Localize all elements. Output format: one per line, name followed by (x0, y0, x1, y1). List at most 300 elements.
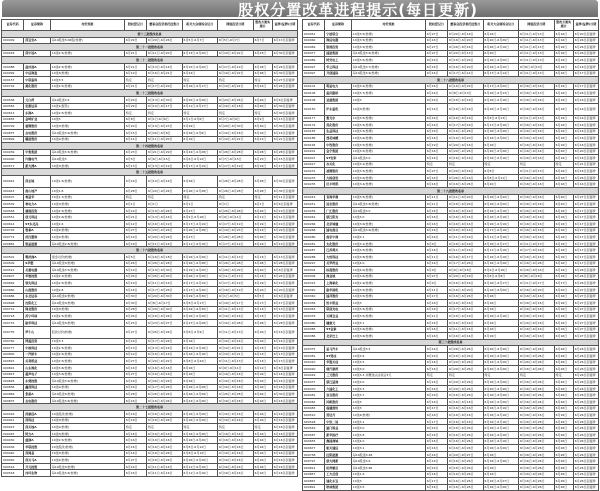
cell-name: 沈阳化工 (24, 300, 51, 307)
table-row (303, 306, 599, 313)
cell-resume-date: 6月13日起复牌 (272, 345, 297, 352)
cell-implement-date: 6月5日 (253, 293, 272, 300)
cell-online-vote-date: 6月19日-6月21日 (218, 345, 254, 352)
cell-name: 吉电股份 (24, 129, 51, 136)
cell-implement-date: 6月28日 (253, 176, 272, 188)
cell-proxy-date: 6月23日-6月27日 (147, 319, 183, 326)
cell-consideration: 10送3.5(转增) (351, 57, 425, 64)
cell-implement-date: 6月16日 (253, 129, 272, 136)
batch-section-label: 第二十二批股改名单 (2, 57, 298, 64)
cell-proxy-date: 6月16日-6月16日 (448, 300, 484, 307)
cell-resume-date: 6月26日起复牌 (573, 471, 598, 478)
cell-name: 杭州解百 (325, 465, 352, 472)
cell-name: 鑫茂科技 (24, 384, 51, 391)
table-row (2, 240, 298, 247)
cell-code: 000822 (2, 364, 24, 371)
cell-meeting-date: 6月20日-6月26日 (483, 148, 519, 155)
cell-code: 000040 (2, 450, 24, 457)
cell-proxy-date: 6月16日-6月16日 (448, 96, 484, 103)
cell-online-vote-date: 6月11日-6月13日 (519, 37, 555, 44)
cell-meeting-date: 6月16日-6月17日 (182, 83, 218, 90)
table-row (303, 96, 599, 103)
table-row (2, 470, 298, 477)
cell-proxy-date: 6月16日-6月21日 (147, 70, 183, 77)
cell-consideration: 10送3.5(转增) (351, 168, 425, 175)
cell-name: 南京中商 (325, 234, 352, 241)
cell-implement-date: 6月15日 (253, 156, 272, 163)
cell-code: 000539 (2, 201, 24, 208)
table-row (2, 384, 298, 391)
cell-code: 600256 (303, 207, 325, 214)
cell-name: 美菱电器 (24, 267, 51, 274)
table-row (2, 260, 298, 267)
cell-code: 600483 (303, 405, 325, 412)
cell-resume-date: 6月30日起复牌 (272, 234, 297, 241)
cell-resume-date: 6月26日起复牌 (573, 267, 598, 274)
cell-online-vote-date: 6月16日-6月16日 (519, 319, 555, 326)
cell-consideration: 10送股改(转增) (50, 411, 124, 418)
cell-online-vote-date: 6月26日-6月26日 (519, 346, 555, 353)
table-row (2, 300, 298, 307)
cell-code: 600251 (303, 201, 325, 208)
cell-code: 000862 (2, 240, 24, 247)
cell-code: 000733 (2, 319, 24, 326)
cell-consideration: 10送3.5(转增) (351, 122, 425, 129)
cell-resume-date: 6月26日起复牌 (573, 359, 598, 366)
cell-meeting-date: 6月16日 (483, 333, 519, 340)
cell-meeting-date: 6月26日-6月26日 (483, 346, 519, 353)
cell-proxy-date: 6月16日-6月26日 (448, 471, 484, 478)
table-row (2, 345, 298, 352)
cell-code: 600077 (303, 50, 325, 57)
table-row (2, 77, 298, 84)
cell-resume-date: 6月26日起复牌 (573, 352, 598, 359)
cell-record-date: 6月30日 (124, 300, 146, 307)
cell-resume-date: 6月26日起复牌 (573, 425, 598, 432)
cell-name: 广汇股份 (325, 207, 352, 214)
cell-code: 600481 (303, 392, 325, 399)
cell-consideration: 10送3.7 (351, 392, 425, 399)
cell-proxy-date: 6月16日-6月26日 (448, 438, 484, 445)
cell-online-vote-date: 6月16日-6月16日 (218, 371, 254, 378)
table-row (303, 148, 599, 155)
cell-code: 000836 (2, 384, 24, 391)
cell-implement-date: 6月16日 (554, 326, 573, 333)
cell-online-vote-date: 6月11日-6月13日 (519, 70, 555, 77)
table-row (303, 286, 599, 293)
cell-consideration: 10送3.0 (351, 214, 425, 221)
cell-implement-date: 6月26日 (554, 392, 573, 399)
cell-code: 000718 (2, 313, 24, 320)
cell-implement-date: 6月16日 (554, 273, 573, 280)
cell-record-date: 6月16日 (124, 444, 146, 451)
table-row (303, 141, 599, 148)
batch-section-row (2, 247, 298, 254)
cell-meeting-date: 6月9日-6月16日 (182, 214, 218, 221)
cell-online-vote-date: 6月17日-6月16日 (519, 247, 555, 254)
cell-meeting-date: 6月16日-6月13日 (483, 90, 519, 97)
cell-proxy-date: 6月16日-6月16日 (448, 221, 484, 228)
cell-record-date: 6月16日 (124, 364, 146, 371)
table-row (2, 273, 298, 280)
left-table-column (1, 19, 298, 477)
cell-record-date: 6月16日 (425, 399, 447, 406)
cell-code: 000774 (2, 234, 24, 241)
cell-code: 600470 (303, 385, 325, 392)
cell-implement-date: 6月16日 (554, 128, 573, 135)
cell-proxy-date: 6月16日-6月20日 (448, 135, 484, 142)
cell-consideration: 10送2(转增) (50, 227, 124, 234)
cell-meeting-date: 6月27日 (182, 207, 218, 214)
cell-meeting-date: 6月20日-6月26日 (483, 366, 519, 373)
cell-name: 罗牛山 (24, 326, 51, 338)
cell-implement-date: 6月28日 (253, 70, 272, 77)
cell-online-vote-date: 6月16日-6月16日 (519, 135, 555, 142)
cell-implement-date: 6月16日 (253, 437, 272, 444)
cell-meeting-date: 6月16日-6月17日 (483, 240, 519, 247)
cell-code: 000777 (2, 345, 24, 352)
cell-name: 中信海直 (24, 70, 51, 77)
cell-meeting-date: 6月16日-6月16日 (483, 96, 519, 103)
cell-consideration: 10送3.6(转增) (351, 135, 425, 142)
cell-name: 武汉塑料 (24, 234, 51, 241)
cell-name: 民丰特纸 (325, 181, 352, 188)
cell-name: 深康佳A (24, 411, 51, 418)
cell-online-vote-date: 6月16日-6月26日 (519, 458, 555, 465)
cell-name: 风帆股份 (325, 399, 352, 406)
cell-consideration: 每10股送2.8(转增) (50, 240, 124, 247)
table-row (2, 351, 298, 358)
cell-code: 000562 (2, 103, 24, 110)
cell-consideration: 10送3.5(转增) (351, 141, 425, 148)
cell-code: 000655 (2, 116, 24, 123)
cell-record-date: 6月27日 (124, 358, 146, 365)
cell-proxy-date: 6月16日-6月26日 (448, 392, 484, 399)
cell-online-vote-date: 6月19日-6月22日 (218, 83, 254, 90)
cell-resume-date: 6月26日起复牌 (573, 392, 598, 399)
batch-section-row (2, 404, 298, 411)
cell-consideration: 10送3.6 (351, 352, 425, 359)
cell-record-date: 6月16日 (425, 319, 447, 326)
cell-name: 标准股份 (325, 267, 352, 274)
cell-implement-date: 6月16日 (554, 319, 573, 326)
cell-record-date: 6月16日 (425, 484, 447, 491)
cell-proxy-date: 6月11日-6月16日 (147, 280, 183, 287)
cell-code: 600060 (303, 37, 325, 44)
cell-resume-date: 6月26日起复牌 (272, 273, 297, 280)
cell-name: 中联重科 (24, 77, 51, 84)
cell-online-vote-date: 6月26日-6月28日 (218, 188, 254, 195)
cell-code: 600261 (303, 214, 325, 221)
cell-record-date: 6月16日 (425, 122, 447, 129)
cell-implement-date: 6月26日 (554, 399, 573, 406)
cell-online-vote-date: 6月16日-6月18日 (218, 378, 254, 385)
cell-resume-date: 6月26日起复牌 (573, 399, 598, 406)
cell-code: 600266 (303, 221, 325, 228)
cell-implement-date: 6月13日 (253, 345, 272, 352)
cell-code: 000669 (2, 280, 24, 287)
cell-implement-date: 6月16日 (253, 371, 272, 378)
cell-resume-date: 6月13日起复牌 (272, 254, 297, 261)
table-row (2, 176, 298, 188)
cell-code: 000036 (2, 444, 24, 451)
cell-implement-date: 特定 (554, 161, 573, 168)
cell-implement-date: 6月20日 (554, 148, 573, 155)
cell-proxy-date: 6月16日-6月26日 (448, 458, 484, 465)
batch-section-row (2, 90, 298, 97)
cell-meeting-date: 6月16日-6月26日 (182, 457, 218, 464)
cell-consideration: 每10股送3.66 (351, 465, 425, 472)
cell-meeting-date: 6月16日 (483, 306, 519, 313)
table-row (2, 254, 298, 261)
cell-code: 000018 (2, 50, 24, 57)
table-row (2, 129, 298, 136)
cell-online-vote-date: 6月26日-6月28日 (218, 234, 254, 241)
cell-name: 粤电力A (24, 201, 51, 208)
cell-record-date: 6月21日 (124, 214, 146, 221)
table-row (303, 372, 599, 379)
table-row (2, 397, 298, 404)
cell-online-vote-date: 6月17日-6月19日 (218, 63, 254, 70)
cell-meeting-date: 6月16日-6月16日 (483, 207, 519, 214)
cell-code: 600375 (303, 346, 325, 353)
cell-record-date: 6月16日 (425, 326, 447, 333)
cell-online-vote-date: 6月16日-6月16日 (519, 96, 555, 103)
cell-consideration: 10送3.5(转增) (351, 128, 425, 135)
cell-resume-date: 6月27日起复牌 (573, 333, 598, 340)
table-row (2, 123, 298, 130)
cell-implement-date: 6月16日 (253, 378, 272, 385)
table-row (303, 161, 599, 168)
table-row (2, 457, 298, 464)
table-row (303, 63, 599, 70)
table-row (303, 451, 599, 458)
cell-online-vote-date: 6月16日-6月16日 (218, 417, 254, 424)
cell-consideration: 10送3(转增) (351, 103, 425, 115)
cell-proxy-date: 6月19日-6月23日 (147, 123, 183, 130)
cell-record-date: 6月16日 (425, 57, 447, 64)
cell-consideration: 10送2(转增) (50, 424, 124, 431)
cell-implement-date: 6月26日 (253, 391, 272, 398)
cell-code: 600363 (303, 306, 325, 313)
cell-meeting-date: 6月16日 (483, 465, 519, 472)
cell-implement-date: 6月19日 (253, 240, 272, 247)
cell-record-date: 6月16日 (425, 300, 447, 307)
batch-section-label: 第二十六批股改名单 (2, 247, 298, 254)
cell-resume-date: 6月30日起复牌 (272, 123, 297, 130)
cell-name: 鄂武商A (24, 254, 51, 261)
cell-resume-date: 6月26日起复牌 (573, 484, 598, 491)
cell-implement-date: 6月26日 (253, 234, 272, 241)
cell-online-vote-date: 6月26日-6月28日 (218, 176, 254, 188)
cell-consideration: 10送3.6(转增) (351, 221, 425, 228)
cell-online-vote-date: 6月7日-6月15日 (218, 156, 254, 163)
cell-name: 三元股份 (325, 372, 352, 379)
column-header-code: 证券代码 (303, 20, 325, 31)
cell-consideration: 每10股送3(转增) (50, 391, 124, 398)
table-row (303, 135, 599, 142)
cell-proxy-date: 6月26日-6月26日 (448, 346, 484, 353)
cell-resume-date: 6月16日起复牌 (272, 411, 297, 418)
cell-online-vote-date: 6月1日 (218, 201, 254, 208)
cell-name: 中牧股份 (325, 141, 352, 148)
cell-proxy-date: 6月11日-6月20日 (147, 136, 183, 143)
cell-implement-date: 6月16日 (554, 267, 573, 274)
table-row (303, 445, 599, 452)
cell-online-vote-date: 6月16日-6月16日 (519, 221, 555, 228)
cell-record-date: 6月20日 (124, 96, 146, 103)
cell-online-vote-date: 6月11日-6月13日 (519, 57, 555, 64)
cell-meeting-date: 6月11日-6月16日 (182, 470, 218, 477)
table-row (2, 136, 298, 143)
cell-meeting-date: 6月16日-6月26日 (483, 128, 519, 135)
table-header-row (303, 20, 599, 31)
cell-record-date: 6月27日 (425, 31, 447, 38)
cell-meeting-date: 6月26日-6月28日 (182, 260, 218, 267)
cell-proxy-date: 6月16日-6月16日 (448, 103, 484, 115)
cell-consideration: 10送2.5(转增) (50, 351, 124, 358)
cell-implement-date: 6月18日 (253, 63, 272, 70)
table-row (2, 286, 298, 293)
table-row (2, 83, 298, 90)
cell-online-vote-date: 6月26日-6月28日 (218, 391, 254, 398)
cell-consideration: 10送3.1 (351, 234, 425, 241)
cell-meeting-date: 6月16日-6月20日 (483, 135, 519, 142)
cell-code: 000509 (2, 260, 24, 267)
cell-code: 000099 (2, 70, 24, 77)
table-row (303, 168, 599, 175)
cell-implement-date: 6月26日 (554, 465, 573, 472)
cell-resume-date: 6月13日起复牌 (272, 116, 297, 123)
table-row (303, 399, 599, 406)
cell-online-vote-date: 6月16日-6月26日 (519, 438, 555, 445)
cell-consideration: 每10股送3.6(转增) (351, 227, 425, 234)
cell-proxy-date: 6月19日-6月30日 (147, 267, 183, 274)
cell-code: 600302 (303, 267, 325, 274)
cell-online-vote-date: 6月16日-6月16日 (519, 201, 555, 208)
cell-implement-date: 6月16日 (554, 214, 573, 221)
cell-meeting-date: 6月29日 (182, 123, 218, 130)
cell-online-vote-date: 6月16日-6月26日 (519, 352, 555, 359)
batch-section-row (2, 57, 298, 64)
cell-code: 000518 (2, 470, 24, 477)
cell-meeting-date: 特定 (182, 194, 218, 201)
cell-proxy-date: 6月16日-6月16日 (448, 418, 484, 425)
cell-implement-date: 6月16日 (253, 326, 272, 338)
cell-record-date: 6月16日 (124, 176, 146, 188)
cell-consideration: 10送3.6(转增) (50, 364, 124, 371)
cell-name: 商业城 (325, 273, 352, 280)
cell-online-vote-date: 6月11日-6月13日 (519, 31, 555, 38)
cell-record-date: 特定 (124, 77, 146, 84)
cell-name: ST安彩 (325, 155, 352, 162)
cell-code: 000726 (2, 227, 24, 234)
cell-resume-date: 6月16日起复牌 (573, 96, 598, 103)
cell-proxy-date: 6月16日-6月26日 (448, 425, 484, 432)
cell-consideration: 10送3(转增) (50, 70, 124, 77)
cell-code: 000021 (2, 417, 24, 424)
cell-consideration: 10送2.5(转增) (50, 313, 124, 320)
cell-resume-date: 6月16日起复牌 (272, 450, 297, 457)
cell-resume-date: 6月17日起复牌 (573, 227, 598, 234)
cell-proxy-date: 6月16日-6月16日 (448, 115, 484, 122)
cell-code: 600179 (303, 122, 325, 129)
cell-record-date: 6月16日 (425, 306, 447, 313)
cell-code: 600677 (303, 445, 325, 452)
cell-resume-date: 6月16日起复牌 (272, 397, 297, 404)
cell-proxy-date: 6月20日-6月26日 (147, 227, 183, 234)
cell-resume-date: 6月16日起复牌 (272, 424, 297, 431)
cell-name: 开创国际 (325, 70, 352, 77)
table-row (2, 116, 298, 123)
cell-consideration: 10送2(转增) (50, 384, 124, 391)
cell-online-vote-date: 6月8日-6月16日 (519, 273, 555, 280)
cell-implement-date: 6月16日 (253, 397, 272, 404)
cell-proxy-date: 6月26日-6月16日 (448, 174, 484, 181)
cell-consideration: 每10股送3.6(转增) (50, 397, 124, 404)
cell-online-vote-date: 6月11日-6月13日 (519, 44, 555, 51)
cell-record-date: 6月11日 (425, 313, 447, 320)
cell-record-date: 6月19日 (124, 234, 146, 241)
cell-meeting-date: 特定 (483, 372, 519, 379)
cell-proxy-date: 6月17日-6月26日 (147, 384, 183, 391)
cell-consideration: 10送3.1 (351, 418, 425, 425)
cell-code: 600797 (303, 458, 325, 465)
cell-implement-date: 6月26日 (554, 445, 573, 452)
column-header-consideration: 对价预案 (50, 20, 124, 31)
cell-code: 000043 (2, 188, 24, 195)
cell-code: 000698 (2, 300, 24, 307)
cell-resume-date: 6月26日起复牌 (573, 458, 598, 465)
cell-resume-date: 6月26日起复牌 (573, 90, 598, 97)
cell-online-vote-date: 6月19日-6月21日 (218, 351, 254, 358)
cell-record-date: 特定 (124, 194, 146, 201)
cell-online-vote-date: 6月16日-6月26日 (519, 392, 555, 399)
cell-consideration: 10送3.5(转增) (351, 313, 425, 320)
batch-section-row (303, 77, 599, 84)
cell-record-date: 6月30日 (124, 293, 146, 300)
cell-resume-date: 6月16日起复牌 (272, 129, 297, 136)
cell-resume-date: 6月30日起复牌 (272, 70, 297, 77)
cell-record-date: 特定 (124, 110, 146, 117)
table-row (2, 70, 298, 77)
cell-name: ST金泰 (325, 326, 352, 333)
cell-record-date: 6月16日 (425, 148, 447, 155)
cell-name: 盛润A (24, 437, 51, 444)
cell-implement-date: 6月16日 (554, 57, 573, 64)
cell-implement-date: 6月19日 (253, 221, 272, 228)
cell-name: 冠农股份 (325, 201, 352, 208)
cell-implement-date: 6月16日 (253, 457, 272, 464)
cell-online-vote-date: 6月16日-6月18日 (218, 397, 254, 404)
cell-resume-date: 6月30日起复牌 (272, 176, 297, 188)
cell-code: 600814 (303, 465, 325, 472)
cell-name: 金岭矿业 (24, 116, 51, 123)
table-row (303, 484, 599, 491)
cell-resume-date: 6月13日起复牌 (272, 37, 297, 44)
cell-record-date: 6月16日 (124, 470, 146, 477)
cell-consideration: 10送3.4(转增) (351, 181, 425, 188)
cell-consideration: 每10股送3(转增) (50, 319, 124, 326)
cell-resume-date: 6月28日起复牌 (272, 319, 297, 326)
cell-consideration: 10送3(转增) (50, 306, 124, 313)
cell-name: 山东海化 (24, 364, 51, 371)
cell-code: 600268 (303, 227, 325, 234)
cell-meeting-date: 6月16日-6月26日 (483, 352, 519, 359)
cell-online-vote-date: 6月16日-6月16日 (519, 128, 555, 135)
cell-consideration: 10送1.7(转增) (50, 194, 124, 201)
cell-consideration: 每10股送3(转增) (50, 463, 124, 470)
